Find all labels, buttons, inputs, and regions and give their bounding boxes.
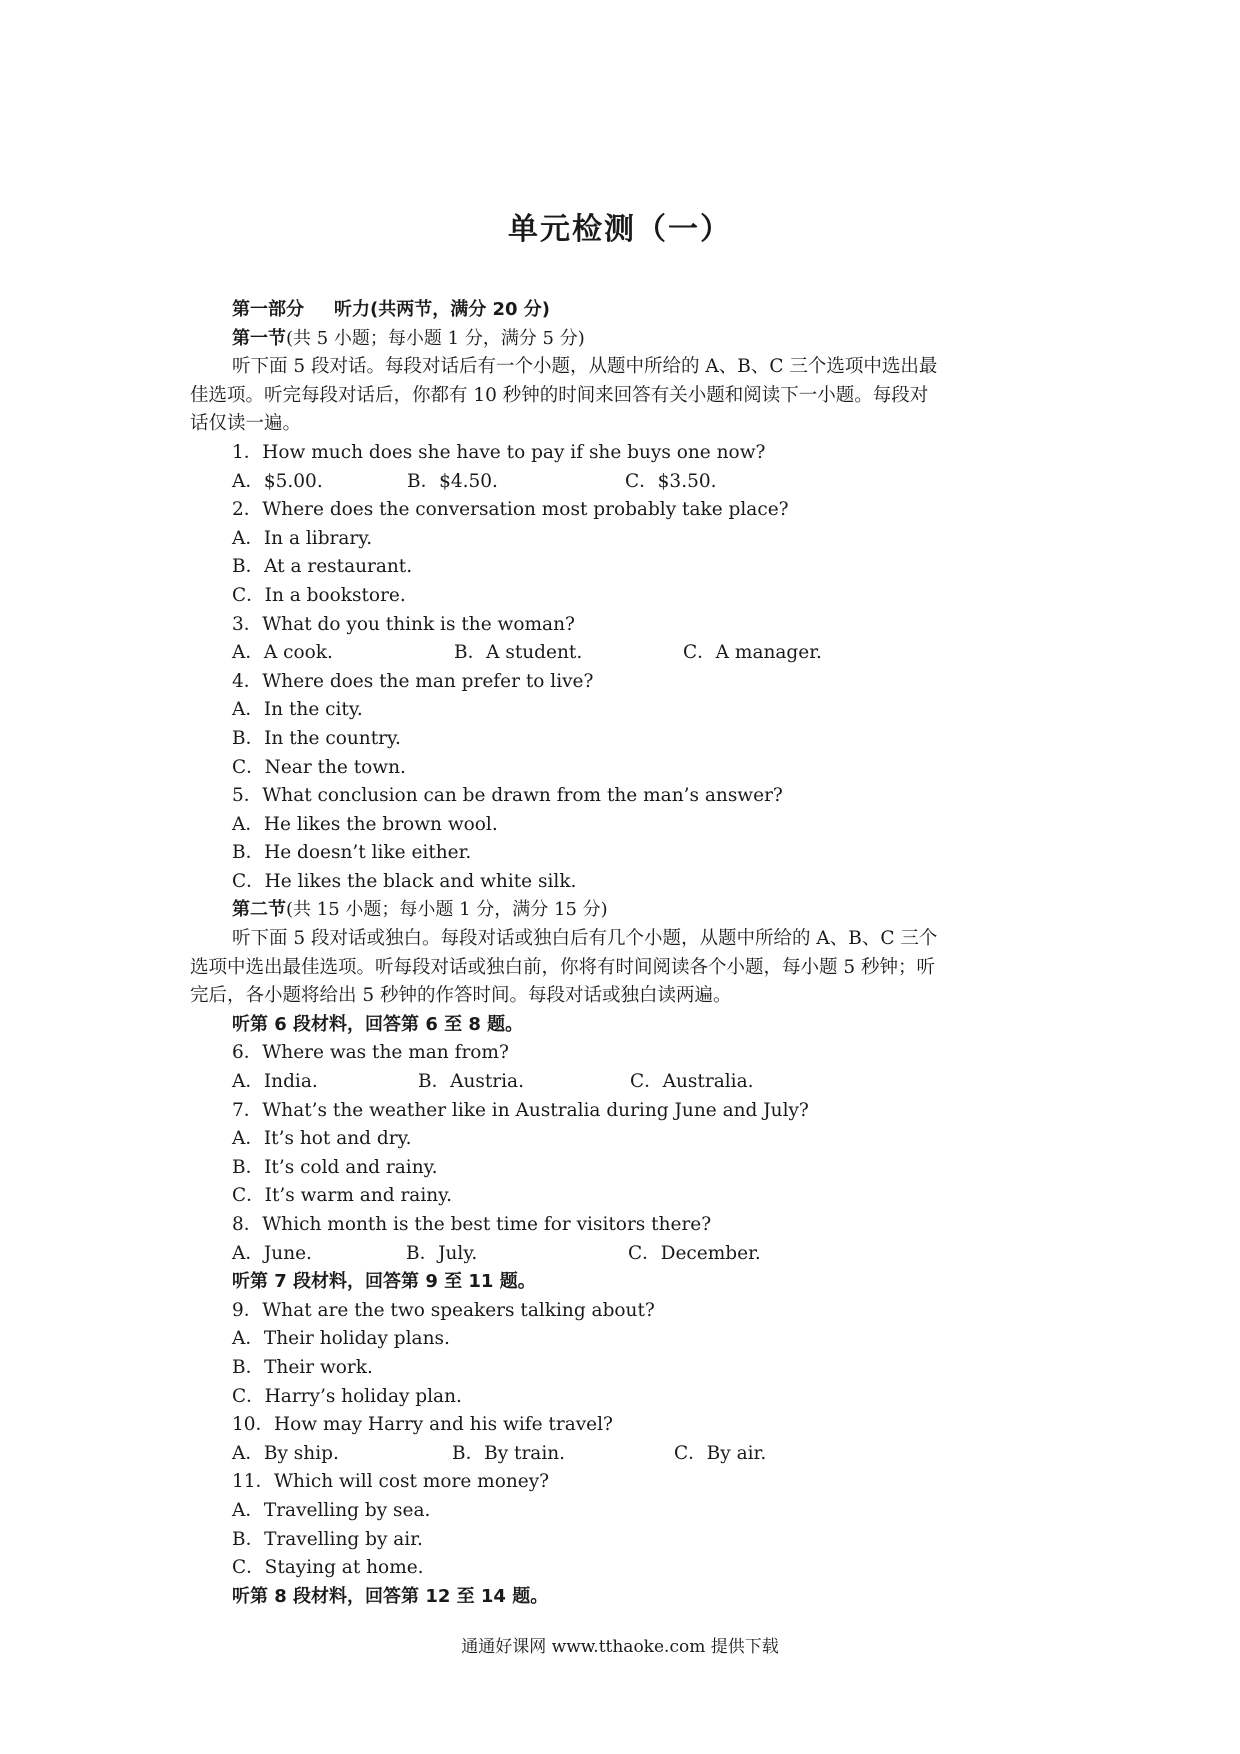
section2-heading — [190, 896, 1060, 925]
question-stem: 5．What conclusion can be drawn from the man’s answer? — [232, 785, 783, 807]
option-c: C．Near the town. — [232, 756, 406, 778]
option-a: A．He likes the brown wool. — [232, 813, 498, 835]
question-stem: 3．What do you think is the woman? — [232, 613, 575, 635]
section1-heading-label: 第一节 — [232, 327, 286, 349]
option-b: B．Their work. — [232, 1356, 373, 1378]
option-a: A．Their holiday plans. — [232, 1328, 450, 1350]
section1-heading-rest: (共 5 小题；每小题 1 分，满分 5 分) — [286, 327, 585, 349]
option-a: A．India. — [232, 1071, 318, 1093]
section1-instruction-line: 听下面 5 段对话。每段对话后有一个小题，从题中所给的 A、B、C 三个选项中选出最 — [232, 356, 938, 378]
option-b: B．A student. — [454, 642, 583, 664]
question-options — [190, 639, 1060, 668]
option-b: B．July. — [406, 1242, 478, 1264]
option-a: A．It’s hot and dry. — [232, 1128, 412, 1150]
option-c: C．$3.50. — [625, 470, 717, 492]
option-a: A．In a library. — [232, 527, 373, 549]
option-c: C．December. — [628, 1242, 761, 1264]
question-stem: 7．What’s the weather like in Australia during June and July? — [232, 1099, 809, 1121]
question-options — [190, 1068, 1060, 1097]
material-heading: 听第 8 段材料，回答第 12 至 14 题。 — [232, 1585, 549, 1607]
part1-heading-rest: 听力(共两节，满分 20 分) — [334, 299, 551, 320]
part1-heading-label: 第一部分 — [232, 299, 304, 320]
option-c: C．It’s warm and rainy. — [232, 1185, 453, 1207]
option-c: C．Staying at home. — [232, 1557, 424, 1579]
option-b: B．By train. — [452, 1442, 566, 1464]
option-c: C．A manager. — [683, 642, 822, 664]
option-a: A．$5.00. — [232, 470, 323, 492]
material-heading: 听第 6 段材料，回答第 6 至 8 题。 — [232, 1013, 524, 1035]
option-a: A．In the city. — [232, 699, 363, 721]
option-a: A．Travelling by sea. — [232, 1499, 431, 1521]
section1-heading — [190, 325, 1060, 354]
option-b: B．Austria. — [418, 1071, 524, 1093]
section2-instruction-line: 听下面 5 段对话或独白。每段对话或独白后有几个小题，从题中所给的 A、B、C 三个 — [232, 928, 938, 950]
option-a: A．A cook. — [232, 642, 333, 664]
section2-heading-rest: (共 15 小题；每小题 1 分，满分 15 分) — [286, 899, 608, 921]
question-stem: 10．How may Harry and his wife travel? — [232, 1414, 613, 1436]
section2-heading-label: 第二节 — [232, 899, 286, 921]
section1-instruction-line: 佳选项。听完每段对话后，你都有 10 秒钟的时间来回答有关小题和阅读下一小题。每段对 — [190, 384, 929, 406]
option-b: B．$4.50. — [407, 470, 498, 492]
option-c: C．By air. — [674, 1442, 767, 1464]
option-b: B．At a restaurant. — [232, 556, 413, 578]
option-a: A．June. — [232, 1242, 312, 1264]
option-b: B．In the country. — [232, 727, 401, 749]
page-title: 单元检测（一） — [508, 212, 732, 247]
question-stem: 6．Where was the man from? — [232, 1042, 509, 1064]
question-stem: 4．Where does the man prefer to live? — [232, 670, 594, 692]
question-options — [190, 1240, 1060, 1269]
question-stem: 9．What are the two speakers talking about? — [232, 1299, 655, 1321]
option-b: B．He doesn’t like either. — [232, 842, 472, 864]
question-options — [190, 1440, 1060, 1469]
option-c: C．Australia. — [630, 1071, 754, 1093]
material-heading: 听第 7 段材料，回答第 9 至 11 题。 — [232, 1271, 536, 1293]
footer-source: 通通好课网 www.tthaoke.com 提供下载 — [461, 1637, 779, 1657]
section2-instruction-line: 选项中选出最佳选项。听每段对话或独白前，你将有时间阅读各个小题，每小题 5 秒钟；听 — [190, 956, 936, 978]
question-stem: 2．Where does the conversation most probably take place? — [232, 499, 789, 521]
option-a: A．By ship. — [232, 1442, 339, 1464]
option-b: B．It’s cold and rainy. — [232, 1156, 438, 1178]
section2-instruction-line: 完后，各小题将给出 5 秒钟的作答时间。每段对话或独白读两遍。 — [190, 985, 732, 1007]
option-c: C．He likes the black and white silk. — [232, 870, 577, 892]
question-stem: 1．How much does she have to pay if she buys one now? — [232, 441, 766, 463]
exam-content — [190, 296, 1060, 1611]
option-c: C．Harry’s holiday plan. — [232, 1385, 462, 1407]
option-c: C．In a bookstore. — [232, 584, 406, 606]
question-stem: 11．Which will cost more money? — [232, 1471, 550, 1493]
option-b: B．Travelling by air. — [232, 1528, 423, 1550]
section1-instruction-line: 话仅读一遍。 — [190, 413, 302, 435]
part1-heading — [190, 296, 1060, 325]
question-stem: 8．Which month is the best time for visitors there? — [232, 1214, 712, 1235]
question-options — [190, 468, 1060, 497]
